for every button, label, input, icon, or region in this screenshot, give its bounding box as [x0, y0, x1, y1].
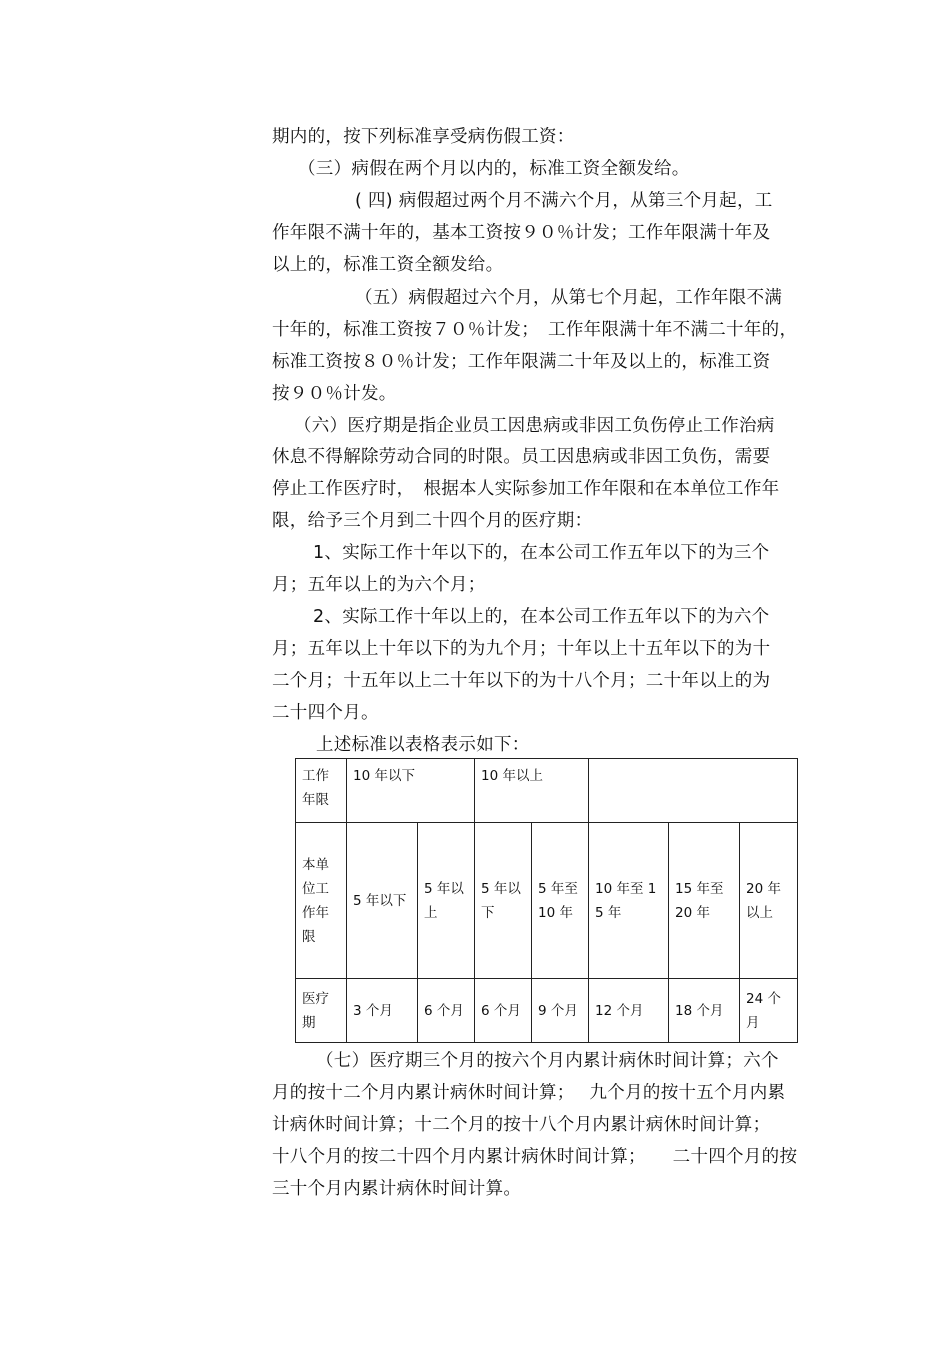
- table-cell: 5 年至 10 年: [532, 823, 589, 979]
- unit-years-label-cell: 本单位工作年限: [296, 823, 347, 979]
- paragraph-line: 标准工资按８０％计发；工作年限满二十年及以上的，标准工资: [272, 352, 771, 372]
- table-row: [296, 979, 798, 1043]
- paragraph-line: （五）病假超过六个月，从第七个月起，工作年限不满: [355, 288, 783, 308]
- table-cell: 6 个月: [475, 979, 532, 1043]
- paragraph-line: 休息不得解除劳动合同的时限。员工因患病或非因工负伤，需要: [272, 447, 771, 467]
- table-cell: 9 个月: [532, 979, 589, 1043]
- table-cell: 20 年以上: [740, 823, 798, 979]
- table-row: [296, 823, 798, 979]
- paragraph-line: （七）医疗期三个月的按六个月内累计病休时间计算；六个: [316, 1051, 779, 1071]
- table-row: [296, 759, 798, 823]
- paragraph-line: 1、实际工作十年以下的，在本公司工作五年以下的为三个: [313, 543, 770, 563]
- paragraph-line: 二十四个月。: [272, 703, 379, 723]
- paragraph-line: 二个月；十五年以上二十年以下的为十八个月；二十年以上的为: [272, 671, 771, 691]
- paragraph-line: 以上的，标准工资全额发给。: [272, 255, 504, 275]
- paragraph-line: 期内的，按下列标准享受病伤假工资：: [272, 127, 575, 147]
- over-10-years-cell: 10 年以上: [475, 759, 589, 823]
- paragraph-line: 限，给予三个月到二十四个月的医疗期：: [272, 511, 593, 531]
- table-cell: 3 个月: [347, 979, 418, 1043]
- paragraph-line: 月；五年以上的为六个月；: [272, 575, 486, 595]
- empty-header-cell: [589, 759, 798, 823]
- medical-period-table: [295, 758, 798, 1043]
- table-cell: 24 个月: [740, 979, 798, 1043]
- paragraph-line: 计病休时间计算；十二个月的按十八个月内累计病休时间计算；: [272, 1115, 771, 1135]
- table-cell: 10 年至 15 年: [589, 823, 669, 979]
- table-cell: 6 个月: [418, 979, 475, 1043]
- table-cell: 5 年以上: [418, 823, 475, 979]
- paragraph-line: 月；五年以上十年以下的为九个月；十年以上十五年以下的为十: [272, 639, 771, 659]
- medical-period-label-cell: 医疗期: [296, 979, 347, 1043]
- table-caption: 上述标准以表格表示如下：: [316, 735, 530, 755]
- paragraph-line: 停止工作医疗时， 根据本人实际参加工作年限和在本单位工作年: [272, 479, 780, 499]
- table-cell: 18 个月: [669, 979, 740, 1043]
- table-cell: 5 年以下: [347, 823, 418, 979]
- paragraph-line: 三十个月内累计病休时间计算。: [272, 1179, 522, 1199]
- table-cell: 15 年至 20 年: [669, 823, 740, 979]
- table-cell: 5 年以下: [475, 823, 532, 979]
- paragraph-line: （六）医疗期是指企业员工因患病或非因工负伤停止工作治病: [294, 416, 775, 436]
- paragraph-line: 作年限不满十年的，基本工资按９０％计发；工作年限满十年及: [272, 223, 771, 243]
- paragraph-line: 2、实际工作十年以上的，在本公司工作五年以下的为六个: [313, 607, 770, 627]
- paragraph-line: （三）病假在两个月以内的，标准工资全额发给。: [298, 159, 690, 179]
- under-10-years-cell: 10 年以下: [347, 759, 475, 823]
- work-years-label-cell: 工作年限: [296, 759, 347, 823]
- paragraph-line: 按９０％计发。: [272, 384, 397, 404]
- paragraph-line: 十八个月的按二十四个月内累计病休时间计算； 二十四个月的按: [272, 1147, 798, 1167]
- paragraph-line: 月的按十二个月内累计病休时间计算； 九个月的按十五个月内累: [272, 1083, 786, 1103]
- paragraph-line: ( 四) 病假超过两个月不满六个月，从第三个月起，工: [355, 191, 773, 211]
- paragraph-line: 十年的，标准工资按７０％计发； 工作年限满十年不满二十年的，: [272, 320, 798, 340]
- table-cell: 12 个月: [589, 979, 669, 1043]
